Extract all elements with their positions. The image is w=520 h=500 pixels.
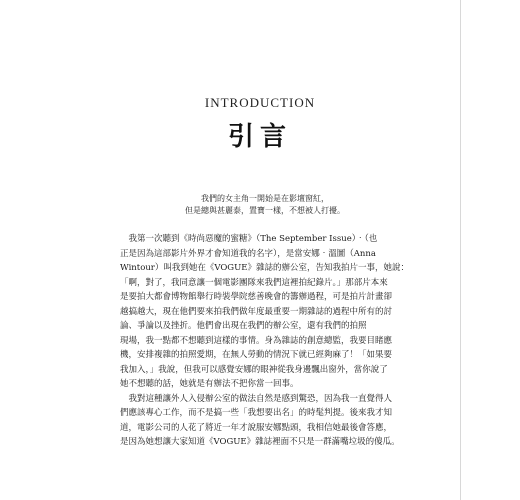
text-line: 我第一次聽到《時尚惡魔的蜜糖》（The September Issue）‧（也 [120,234,378,244]
paragraph-2 [120,392,418,450]
text-line: 現場，我一點都不想聽到這樣的事情。身為雜誌的創意總監，我要目睹應 [120,335,393,346]
text-line: 們應該專心工作，而不是搞一些「我想要出名」的時髦判提。後來我才知 [120,408,393,418]
text-line: 「啊，對了，我同意讓一個電影團隊來我們這裡拍紀錄片。」那部片本來 [120,277,388,288]
epigraph [150,193,380,217]
text-line: 是因為她想讓大家知道《VOGUE》雜誌裡面不只是一群滿嘴垃圾的傻瓜。 [120,437,400,447]
text-line: 我對這種讓外人入侵辦公室的做法自然是感到驚恐，因為我一直覺得人 [120,393,393,404]
text-line: 機，安排複雜的拍照愛期，在無人勞動的情況下就已經夠麻了！「如果要 [120,350,393,360]
text-line: 她不想聽的話，她就是有辦法不把你當一回事。 [120,379,299,389]
text-line: Wintour）叫我到她在《VOGUE》雜誌的辦公室，告知我拍片一事，她說： [120,263,409,273]
text-line: 是要拍大都會博物館舉行時裝學院慈善晚會的籌辦過程，可是拍片計畫卻 [120,292,393,302]
body-text [120,232,418,450]
chapter-title-chinese: 引言 [227,122,292,152]
epigraph-line: 但是總與甚麗泰，置寶一樣，不想被人打擾。 [185,206,345,215]
text-line: 越搞越大，現在他們要來拍我們做年度最重要一期雜誌的過程中所有的討 [120,306,393,317]
chapter-title-english: INTRODUCTION [204,95,316,110]
paragraph-1 [120,232,418,392]
text-line: 我加入，」我說，但我可以感覺安娜的眼神從我身邊飄出窗外，當你說了 [120,364,388,375]
text-line: 正是因為這部影片外界才會知道我的名字），是當安娜‧溫圖（Anna [120,248,376,259]
epigraph-line: 我們的女主角一開始是在影壇窗紅， [201,194,329,203]
page-gutter-divider [460,0,461,500]
text-line: 道，電影公司的人花了將近一年才說服安娜點頭，我相信她最後會答應， [120,422,393,433]
text-line: 論、爭論以及挫折。他們會出現在我們的辦公室，還有我們的拍照 [120,321,367,331]
